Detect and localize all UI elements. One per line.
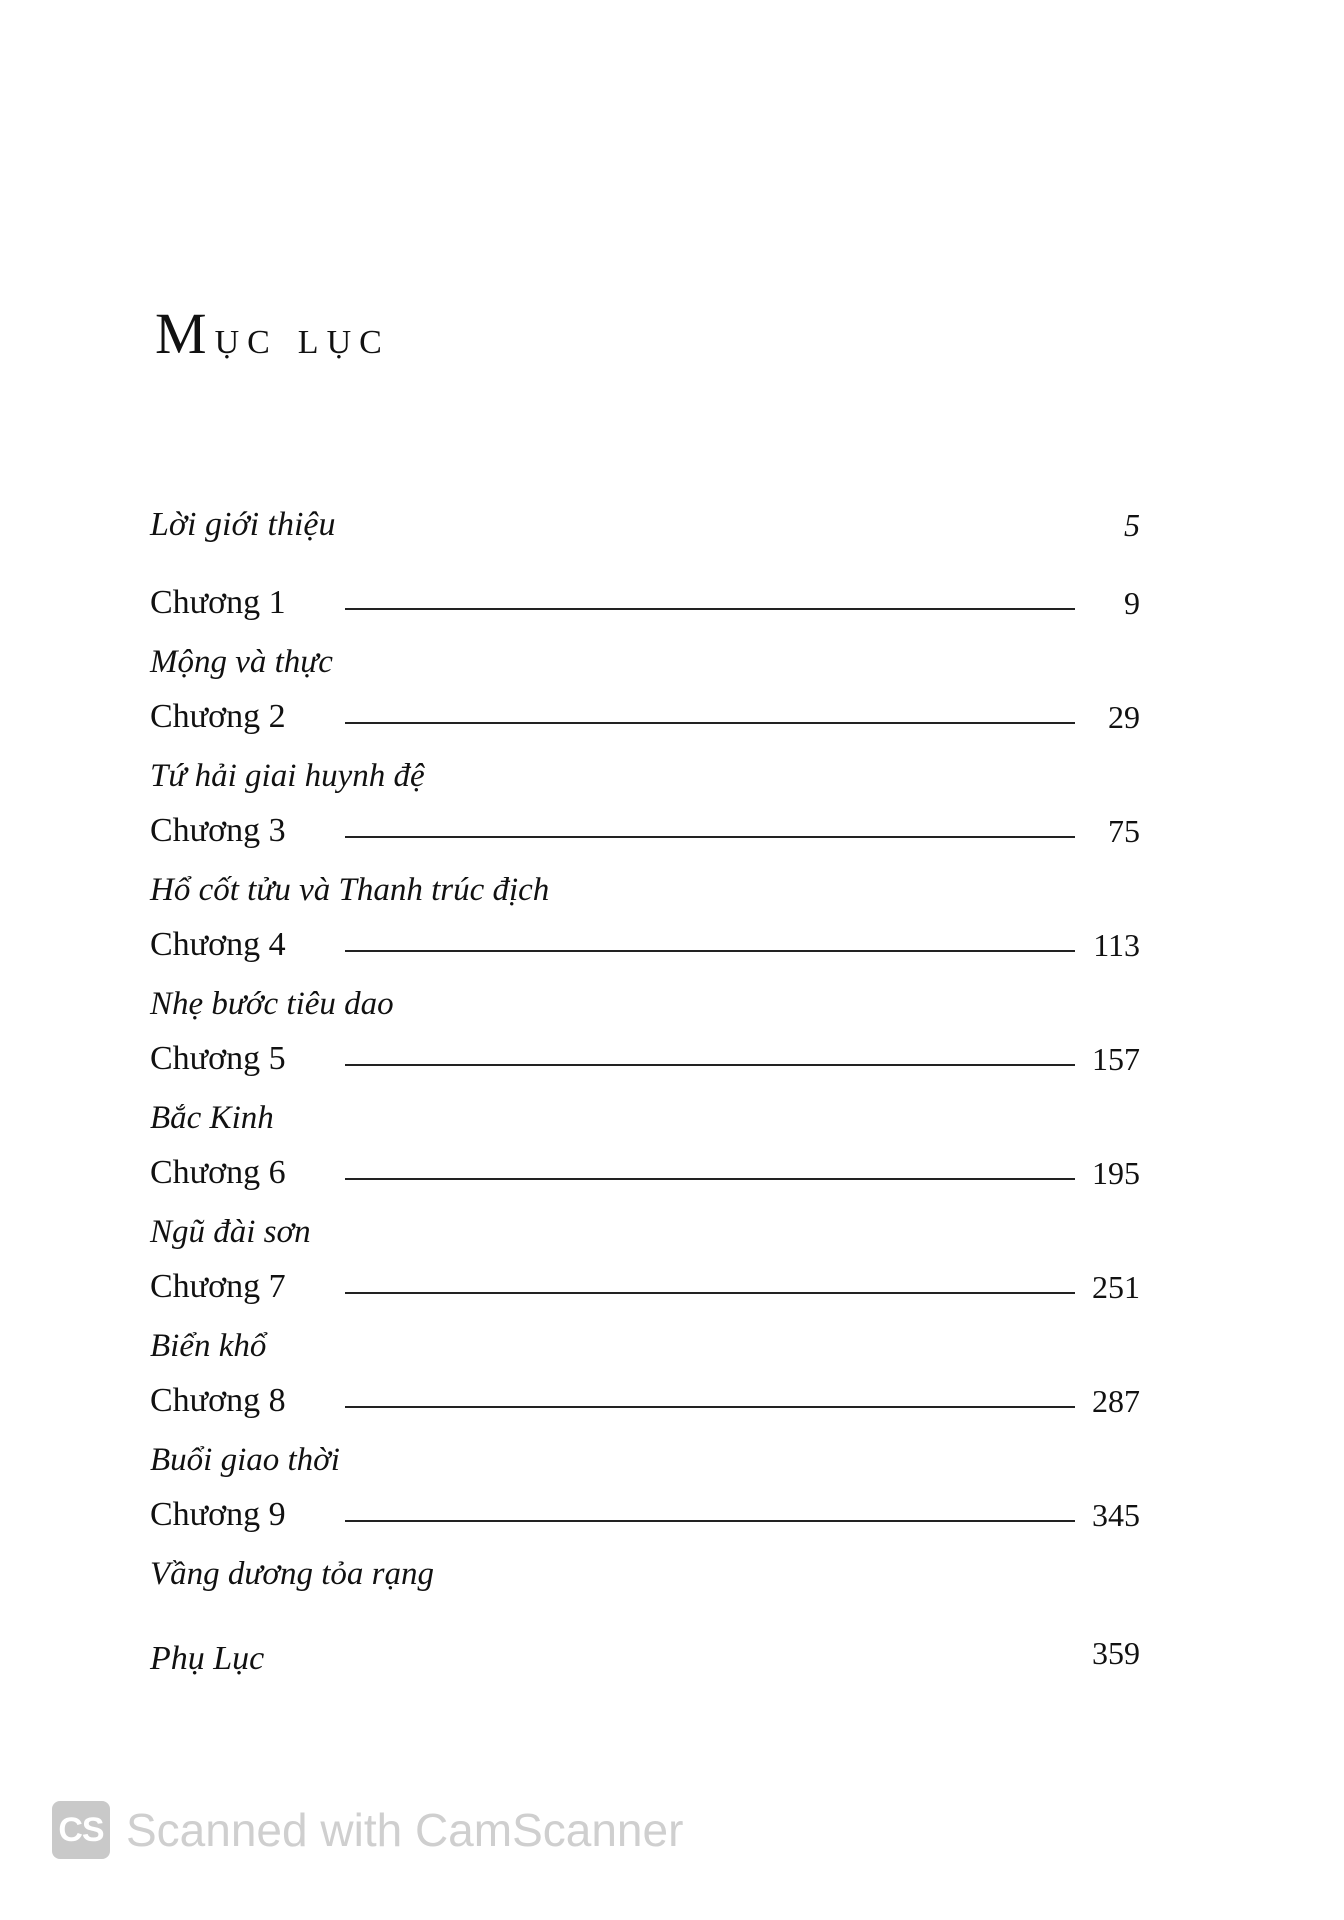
leader-line [345, 1406, 1075, 1408]
toc-entry-chapter-4 [150, 925, 1150, 975]
toc-entry-label: Chương 7 [150, 1268, 286, 1305]
toc-page-number: 157 [1092, 1041, 1140, 1077]
chapter-subtitle: Bắc Kinh [150, 1100, 274, 1136]
camscanner-watermark [52, 1800, 683, 1860]
leader-line [345, 608, 1075, 610]
toc-entry-chapter-3 [150, 811, 1150, 861]
leader-line [345, 1178, 1075, 1180]
toc-entry-chapter-2 [150, 697, 1150, 747]
toc-entry-label: Lời giới thiệu [150, 506, 336, 543]
toc-entry-label: Chương 3 [150, 812, 286, 849]
toc-entry-chapter-1 [150, 583, 1150, 633]
toc-entry-chapter-6 [150, 1153, 1150, 1203]
leader-line [345, 950, 1075, 952]
toc-entry-chapter-5 [150, 1039, 1150, 1089]
chapter-subtitle: Mộng và thực [150, 644, 333, 680]
toc-entry-label: Chương 6 [150, 1154, 286, 1191]
title-rest: ục lục [214, 311, 390, 364]
toc-entry-label: Chương 5 [150, 1040, 286, 1077]
toc-page-number: 9 [1124, 585, 1140, 621]
chapter-subtitle: Hổ cốt tửu và Thanh trúc địch [150, 872, 550, 908]
chapter-subtitle: Biển khổ [150, 1328, 267, 1364]
toc-page-number: 113 [1093, 927, 1140, 963]
toc-entry-intro [150, 505, 1150, 555]
toc-entry-label: Phụ Lục [150, 1640, 265, 1677]
toc-entry-label: Chương 2 [150, 698, 286, 735]
toc-entry-label: Chương 4 [150, 926, 286, 963]
camscanner-logo-icon [52, 1801, 110, 1859]
chapter-subtitle: Ngũ đài sơn [150, 1214, 311, 1250]
toc-entry-chapter-9 [150, 1495, 1150, 1545]
toc-page-number: 75 [1108, 813, 1140, 849]
leader-line [345, 722, 1075, 724]
chapter-subtitle: Vầng dương tỏa rạng [150, 1556, 435, 1592]
toc-page-number: 287 [1092, 1383, 1140, 1419]
toc-entry-chapter-7 [150, 1267, 1150, 1317]
page-title [155, 300, 390, 367]
toc-entry-chapter-8 [150, 1381, 1150, 1431]
leader-line [345, 836, 1075, 838]
chapter-subtitle: Nhẹ bước tiêu dao [150, 986, 394, 1022]
toc-entry-label: Chương 1 [150, 584, 286, 621]
toc-page-number: 195 [1092, 1155, 1140, 1191]
toc-page-number: 29 [1108, 699, 1140, 735]
camscanner-logo-text: CS [58, 1810, 104, 1849]
toc-entry-appendix [150, 1633, 1150, 1683]
toc-page-number: 251 [1092, 1269, 1140, 1305]
toc-page-number: 359 [1092, 1635, 1140, 1671]
chapter-subtitle: Tứ hải giai huynh đệ [150, 758, 425, 794]
leader-line [345, 1064, 1075, 1066]
leader-line [345, 1520, 1075, 1522]
toc-entry-label: Chương 9 [150, 1496, 286, 1533]
toc-page-number: 5 [1124, 507, 1140, 543]
chapter-subtitle: Buổi giao thời [150, 1442, 340, 1478]
toc-entry-label: Chương 8 [150, 1382, 286, 1419]
watermark-text: Scanned with CamScanner [126, 1804, 684, 1856]
title-initial: M [155, 301, 215, 366]
leader-line [345, 1292, 1075, 1294]
toc-page-number: 345 [1092, 1497, 1140, 1533]
